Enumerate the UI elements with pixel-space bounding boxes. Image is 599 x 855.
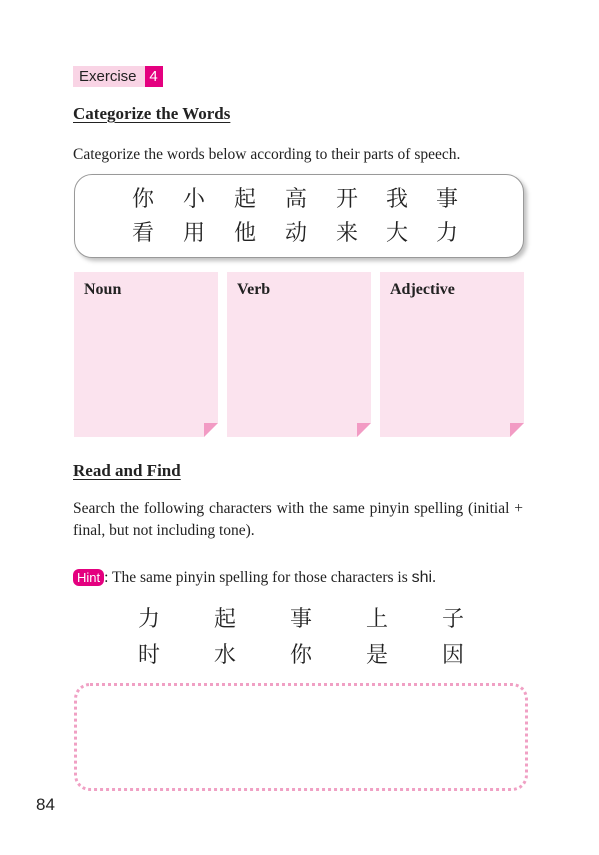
answer-box[interactable]: [74, 683, 528, 791]
word-bank-char: 小: [182, 187, 205, 212]
word-bank-char: 我: [385, 187, 408, 212]
exercise-tag: [73, 66, 163, 87]
hint-badge: Hint: [73, 569, 104, 586]
word-bank-row-2: [75, 219, 523, 249]
exercise-label: Exercise: [73, 66, 145, 87]
word-bank-char: 你: [131, 187, 154, 212]
categorize-title: Categorize the Words: [73, 104, 231, 123]
hint-line: [73, 567, 436, 589]
verb-label: Verb: [237, 281, 271, 298]
word-bank-char: 用: [182, 221, 205, 246]
noun-label: Noun: [84, 281, 122, 298]
noun-note[interactable]: [74, 272, 218, 437]
word-bank-char: 高: [284, 187, 307, 212]
exercise-number: 4: [145, 66, 163, 87]
word-bank-char: 力: [435, 221, 458, 246]
pinyin-char: 你: [289, 643, 312, 668]
word-bank-char: 他: [233, 221, 256, 246]
read-find-instruction: Search the following characters with the same pinyin spelling (initial + final, but not including tone).: [73, 500, 523, 539]
pinyin-char: 起: [213, 607, 236, 632]
word-bank-char: 开: [335, 187, 358, 212]
hint-end: .: [432, 569, 436, 586]
page-number: 84: [36, 795, 55, 814]
word-bank-box: [74, 174, 524, 258]
pinyin-char: 是: [365, 643, 388, 668]
categorize-instruction: Categorize the words below according to their parts of speech.: [73, 146, 461, 163]
hint-text: : The same pinyin spelling for those characters is: [104, 569, 412, 586]
pinyin-char: 因: [441, 643, 464, 668]
pinyin-char: 力: [137, 607, 160, 632]
word-bank-char: 来: [335, 221, 358, 246]
word-bank-char: 动: [284, 221, 307, 246]
pinyin-char: 水: [213, 643, 236, 668]
adjective-note[interactable]: [380, 272, 524, 437]
pinyin-char: 时: [137, 643, 160, 668]
word-bank-char: 大: [385, 221, 408, 246]
hint-pinyin: shi: [411, 569, 433, 586]
word-bank-char: 起: [233, 187, 256, 212]
verb-note[interactable]: [227, 272, 371, 437]
pinyin-char: 子: [441, 607, 464, 632]
read-find-title: Read and Find: [73, 461, 181, 480]
pinyin-char: 事: [289, 607, 312, 632]
pinyin-char: 上: [365, 607, 388, 632]
word-bank-char: 看: [131, 221, 154, 246]
word-bank-row-1: [75, 185, 523, 215]
adjective-label: Adjective: [390, 281, 455, 298]
word-bank-char: 事: [435, 187, 458, 212]
